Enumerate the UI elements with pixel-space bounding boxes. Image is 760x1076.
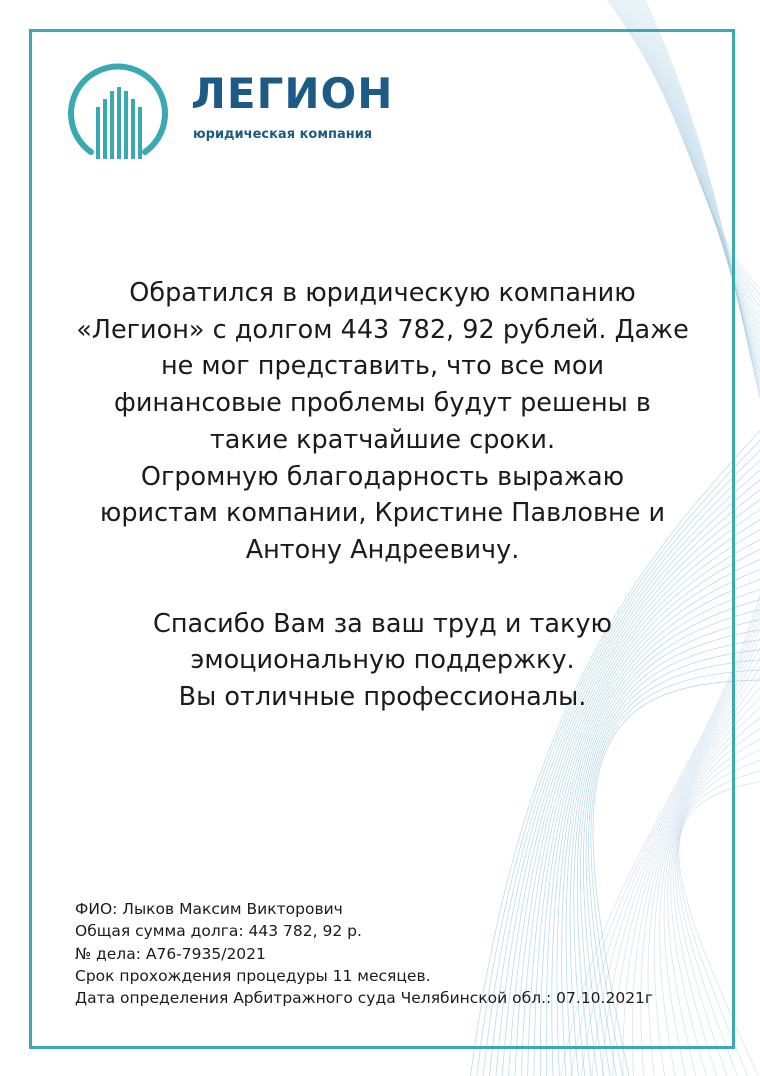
testimonial-line: Антону Андреевичу. — [245, 534, 520, 565]
case-details — [75, 898, 653, 1009]
company-logo — [63, 57, 394, 167]
brand-name: ЛЕГИОН — [191, 69, 394, 118]
debt-amount: Общая сумма долга: 443 782, 92 р. — [75, 922, 362, 941]
thanks-line: Вы отличные профессионалы. — [178, 682, 587, 713]
testimonial-line: Огромную благодарность выражаю — [140, 461, 625, 492]
client-name: ФИО: Лыков Максим Викторович — [75, 900, 343, 918]
testimonial-line: Обратился в юридическую компанию — [129, 278, 636, 308]
paragraph-spacer — [60, 569, 705, 606]
procedure-duration: Срок прохождения процедуры 11 месяцев. — [75, 966, 431, 985]
testimonial-line: не мог представить, что все мои — [160, 351, 605, 382]
court-decision-date: Дата определения Арбитражного суда Челябинской обл.: 07.10.2021г — [75, 989, 654, 1008]
case-number: № дела: А76-7935/2021 — [75, 944, 266, 963]
thanks-line: Спасибо Вам за ваш труд и такую — [153, 608, 612, 639]
brand-tagline: юридическая компания — [193, 127, 373, 142]
testimonial-line: юристам компании, Кристине Павловне и — [99, 498, 666, 529]
testimonial-line: такие кратчайшие сроки. — [209, 424, 556, 455]
testimonial-line: финансовые проблемы будут решены в — [114, 388, 651, 419]
testimonial-text — [60, 275, 705, 716]
testimonial-line: «Легион» с долгом 443 782, 92 рублей. Даже — [76, 314, 689, 345]
logo-building-emblem-icon — [63, 57, 173, 167]
thanks-line: эмоциональную поддержку. — [190, 645, 575, 676]
